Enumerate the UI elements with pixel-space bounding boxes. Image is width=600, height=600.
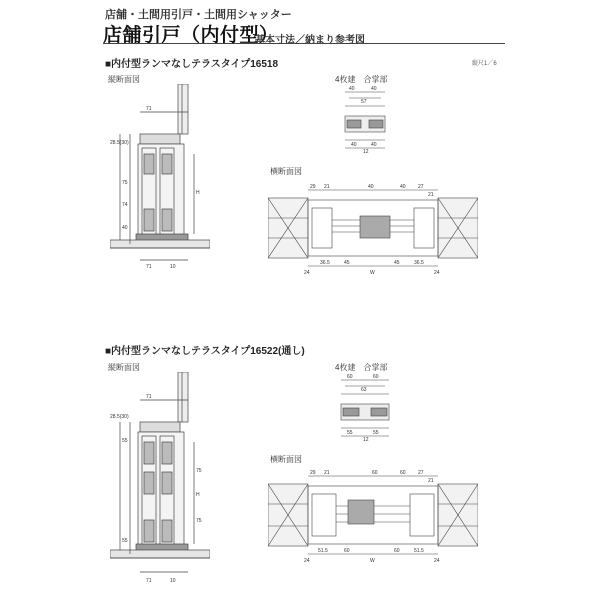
s1h-dim-11: 36.5 [414, 260, 424, 266]
s1m-dim-4: 40 [371, 142, 377, 148]
section1-horizontal-label: 横断面図 [270, 167, 302, 176]
s1h-dim-0: 29 [310, 184, 316, 190]
s1m-dim-0: 40 [349, 86, 355, 92]
s2h-dim-1: 21 [324, 470, 330, 476]
s2v-dim-1: 28.5(30) [110, 414, 129, 420]
s1m-dim-3: 40 [351, 142, 357, 148]
s2h-dim-2: 60 [372, 470, 378, 476]
s1h-dim-4: 27 [418, 184, 424, 190]
s2h-dim-7: 51.5 [318, 548, 328, 554]
s2v-dim-3: 75 [196, 468, 202, 474]
s1v-dim-7: 10 [170, 264, 176, 270]
s1m-dim-2: 57 [361, 99, 367, 105]
s2h-dim-0: 29 [310, 470, 316, 476]
s2h-dim-11: 51.5 [414, 548, 424, 554]
s2h-dim-8: 60 [344, 548, 350, 554]
s1h-dim-5: 21 [428, 192, 434, 198]
s2v-dim-0: 71 [146, 394, 152, 400]
s1v-dim-0: 71 [146, 106, 152, 112]
s1v-dim-4: 74 [122, 202, 128, 208]
s2h-dim-5: 21 [428, 478, 434, 484]
s1h-dim-10: 45 [394, 260, 400, 266]
s2h-dim-4: 27 [418, 470, 424, 476]
s2v-dim-2: 55 [122, 438, 128, 444]
section1-horizontal-drawing [268, 178, 478, 276]
s2v-dim-5: 75 [196, 518, 202, 524]
s2m-dim-3: 55 [347, 430, 353, 436]
s1m-dim-5: 12 [363, 149, 369, 154]
section1-vertical-drawing [110, 84, 210, 270]
section2-horizontal-drawing [268, 464, 478, 564]
section1-mullion-drawing [335, 84, 395, 154]
s1m-dim-1: 40 [371, 86, 377, 92]
s2m-dim-5: 12 [363, 437, 369, 442]
s1h-dim-8: 45 [344, 260, 350, 266]
page-number: 縦尺1／6 [472, 61, 497, 67]
section2-vertical-drawing [110, 372, 210, 586]
section2-mullion-drawing [335, 372, 395, 442]
s1v-dim-2: 75 [122, 180, 128, 186]
category-heading: 店舗・土間用引戸・土間用シャッター [105, 9, 292, 21]
s1h-dim-7: 36.5 [320, 260, 330, 266]
section2-horizontal-label: 横断面図 [270, 455, 302, 464]
s2v-dim-6: 55 [122, 538, 128, 544]
page-subtitle: 基本寸法／納まり参考図 [255, 35, 365, 46]
title-rule [103, 43, 505, 44]
s1h-dim-6: 24 [304, 270, 310, 276]
s2h-dim-9: W [370, 558, 375, 564]
page-title: 店舗引戸（内付型） [103, 25, 279, 46]
section2-vertical-label: 縦断面図 [108, 363, 140, 372]
section2-mullion-label: 4枚建 合掌部 [335, 363, 388, 372]
s2h-dim-10: 60 [394, 548, 400, 554]
s2h-dim-3: 60 [400, 470, 406, 476]
s1v-dim-3: H [196, 190, 200, 196]
s1h-dim-12: 24 [434, 270, 440, 276]
s1h-dim-3: 40 [400, 184, 406, 190]
s2v-dim-7: 71 [146, 578, 152, 584]
section2-title: ■内付型ランマなしテラスタイプ16522(通し) [105, 346, 305, 357]
s1v-dim-6: 71 [146, 264, 152, 270]
section1-vertical-label: 縦断面図 [108, 75, 140, 84]
s1h-dim-1: 21 [324, 184, 330, 190]
s2v-dim-8: 10 [170, 578, 176, 584]
s1v-dim-5: 40 [122, 225, 128, 231]
section1-title: ■内付型ランマなしテラスタイプ16518 [105, 59, 279, 70]
s2h-dim-12: 24 [434, 558, 440, 564]
s2m-dim-4: 55 [373, 430, 379, 436]
s2m-dim-0: 60 [347, 374, 353, 380]
s1v-dim-1: 28.5(30) [110, 140, 129, 146]
s2m-dim-1: 60 [373, 374, 379, 380]
section1-mullion-label: 4枚建 合掌部 [335, 75, 388, 84]
s2h-dim-6: 24 [304, 558, 310, 564]
s2v-dim-4: H [196, 492, 200, 498]
s1h-dim-2: 40 [368, 184, 374, 190]
s2m-dim-2: 63 [361, 387, 367, 393]
s1h-dim-9: W [370, 270, 375, 276]
